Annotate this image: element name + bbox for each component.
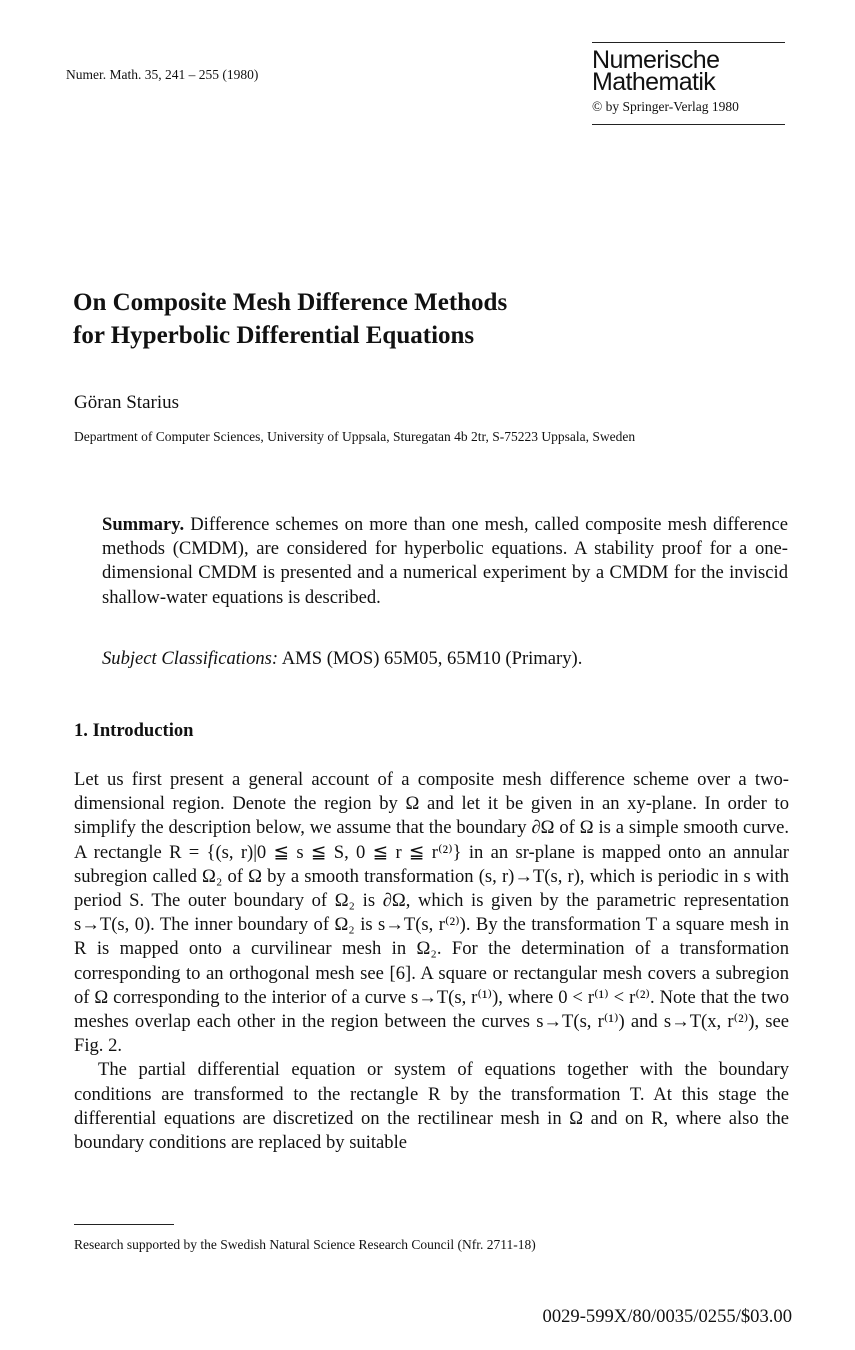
paragraph: The partial differential equation or system of equations together with the boundary conditions are transformed to the rectangle R by the transformation T. At this stage the differential equations are discretized on the rectilinear mesh in Ω and on R, where also the boundary conditions are replaced by suitable	[74, 1059, 789, 1154]
paper-title	[73, 286, 507, 352]
author-name: Göran Starius	[74, 392, 180, 413]
masthead-bottom-rule	[592, 124, 785, 125]
paper-title-line1: On Composite Mesh Difference Methods	[73, 289, 508, 316]
journal-citation: Numer. Math. 35, 241 – 255 (1980)	[66, 67, 259, 82]
journal-name-line1: Numerische	[592, 46, 720, 74]
subject-classifications	[102, 648, 582, 670]
summary-label: Summary.	[102, 514, 185, 535]
footnote: Research supported by the Swedish Natural Science Research Council (Nfr. 2711-18)	[74, 1237, 536, 1252]
copyright-notice: © by Springer-Verlag 1980	[592, 99, 739, 114]
journal-name-line2: Mathematik	[592, 68, 716, 96]
summary-text: Difference schemes on more than one mesh, called composite mesh difference methods (CMDM), are considered for hyperbolic equations. A stability proof for a one-dimensional CMDM is presented and a numerical experiment by a CMDM for the inviscid shallow-water equations is described.	[102, 514, 788, 608]
journal-masthead	[592, 42, 785, 125]
subject-text: AMS (MOS) 65M05, 65M10 (Primary).	[278, 648, 583, 669]
footnote-rule	[74, 1224, 174, 1225]
summary-block	[102, 513, 788, 610]
section-heading: 1. Introduction	[74, 720, 194, 741]
article-code: 0029-599X/80/0035/0255/$03.00	[542, 1306, 792, 1327]
subject-label: Subject Classifications:	[102, 648, 279, 669]
paper-title-line2: for Hyperbolic Differential Equations	[73, 322, 475, 349]
author-affiliation: Department of Computer Sciences, University of Uppsala, Sturegatan 4b 2tr, S-75223 Uppsala, Sweden	[74, 429, 636, 444]
body-text	[74, 768, 789, 1155]
paragraph: Let us first present a general account of a composite mesh difference scheme over a two-dimensional region. Denote the region by Ω and let it be given in an xy-plane. In order to simplify the description below, we assume that the boundary ∂Ω of Ω is a simple smooth curve. A rectangle R = {(s, r)|0 ≦ s ≦ S, 0 ≦ r ≦ r⁽²⁾} in an sr-plane is mapped onto an annular subregion called Ω₂ of Ω by a smooth transformation (s, r)→T(s, r), which is periodic in s with period S. The outer boundary of Ω₂ is ∂Ω, which is given by the parametric representation s→T(s, 0). The inner boundary of Ω₂ is s→T(s, r⁽²⁾). By the transformation T a square mesh in R is mapped onto a curvilinear mesh in Ω₂. For the determination of a transformation corresponding to an orthogonal mesh see [6]. A square or rectangular mesh covers a subregion of Ω corresponding to the interior of a curve s→T(s, r⁽¹⁾), where 0 < r⁽¹⁾ < r⁽²⁾. Note that the two meshes overlap each other in the region between the curves s→T(s, r⁽¹⁾) and s→T(x, r⁽²⁾), see Fig. 2.	[74, 769, 789, 1057]
